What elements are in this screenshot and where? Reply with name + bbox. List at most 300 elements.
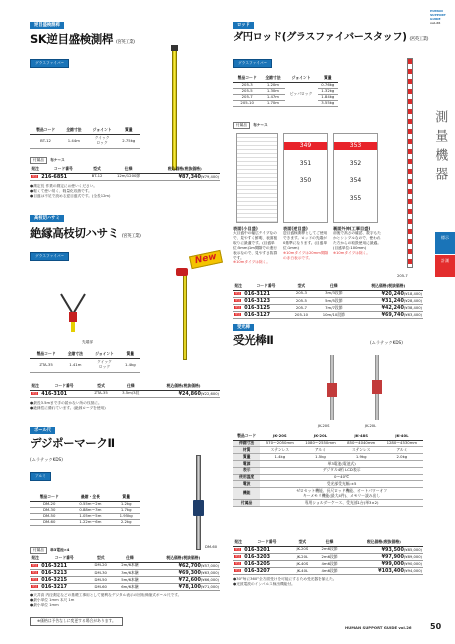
td: 2.2kg [112,520,140,526]
price [147,569,220,576]
title-text: 絶縁高枝切ハサミ [30,226,119,240]
price [345,546,423,553]
td: BT-12 [30,134,61,148]
table-row[interactable] [233,304,423,311]
order-badge: 発注 [235,306,241,309]
accessory-value: 布ケース [50,158,65,162]
td: 1.32kg [318,88,338,94]
th: 税込価格(税抜価格) [345,540,423,546]
spec: 2m/6本継 [113,562,147,569]
footer-guide: HUMAN SUPPORT GUIDE vol.26 [345,625,412,630]
td: 205-3 [233,82,261,88]
material-badge: グラスファイバー [30,59,69,68]
ruler-face-reverse [283,133,328,223]
table-row[interactable] [233,297,423,304]
td: 受光部受光幅:±5 [260,481,423,488]
price-value: ¥99,000 [381,560,404,567]
image-label: DM-60 [205,545,218,549]
th: 型式 [291,540,315,546]
order-badge: 発注 [32,174,38,178]
maker: (宮英工業) [121,234,141,239]
td: 850〜4040mm [342,440,381,447]
code: 016-3121 [243,290,289,297]
spec: 3m/3段節 [314,290,354,297]
model: 205-7 [289,304,314,311]
model: JK-40L [291,568,315,575]
accessory [30,547,69,554]
ruler-number: 352 [349,159,362,167]
note-line: ●絶縁性に優れています。(絶縁ロープを使用) [30,405,106,410]
td: クイック ロック [87,134,118,148]
td: 1.22m〜6m [68,520,112,526]
maker: (宮英工業) [409,37,429,42]
td: 2.0kg [381,454,423,461]
td: 1.05m〜5m [68,514,112,520]
price [345,568,423,575]
spec: 3m/6本継 [113,569,147,576]
material-badge: アルミ [30,472,51,481]
price-value: ¥97,900 [381,553,404,560]
code: 016-3203 [243,553,290,560]
spec-table [233,76,338,107]
caption-note: ※10mタイプは除く。 [233,260,270,265]
th: 最縮・全長 [68,495,112,501]
table-row[interactable] [30,584,220,591]
th: 全縮寸法 [261,76,284,82]
td: 電源 [233,461,260,468]
caption-text: 逆目盛検測桿としてご使用できます。ロッドの先端が0基準になります。(目盛単位:1mm) [283,231,328,250]
td: 1.30m [261,88,284,94]
price-ex: (¥22,600) [200,391,219,396]
price [147,390,220,397]
th: コード番号 [40,167,86,173]
price-value: ¥78,100 [178,584,201,591]
caption-title: 表面(逆目盛) [283,226,308,231]
table-row[interactable] [233,546,423,553]
accessory-label: 付属品 [30,547,47,554]
page-number: 50 [430,622,442,631]
title-text: ダ円ロッド(グラスファイバースタッフ) [233,32,407,43]
price-ex: (¥63,000) [200,570,219,575]
accessory-label: 付属品 [30,157,47,164]
price-value: ¥87,340 [178,173,201,180]
code: 016-3125 [243,304,289,311]
price-value: ¥72,600 [178,576,201,583]
display-unit [193,500,204,516]
th: 税込価格(税抜価格) [354,284,423,290]
model: BT-12 [86,173,107,180]
price-ex: (¥66,000) [200,577,219,582]
spec: 6m/6本継 [113,584,147,591]
td: 単3電池(電池式) [260,461,423,468]
price-ex: (¥38,400) [403,305,422,310]
th: 仕様 [108,167,150,173]
order-badge: 発注 [32,563,38,567]
code: 016-3127 [243,312,289,319]
td: 1080〜2550mm [299,440,341,447]
order-badge: 発注 [235,554,241,558]
note-line: ●軽くて使い易く、軽量化収納です。 [30,188,92,193]
table-row[interactable] [30,562,220,569]
model: 205-3 [289,290,314,297]
product-title [30,226,140,240]
order-table [30,384,220,398]
side-category [431,110,447,230]
price-value: ¥69,740 [381,312,404,319]
th: 仕様 [314,540,345,546]
th: コード番号 [243,540,290,546]
price-value: ¥20,240 [381,290,404,297]
td: 1.7kg [112,507,140,513]
th: 発注 [234,539,242,545]
price-value: ¥93,500 [381,546,404,553]
side-tab-2[interactable]: 計測 [435,255,455,277]
table-row[interactable] [30,576,220,583]
blade-label: 先端部 [82,340,94,344]
product-title [233,333,273,347]
caption-text: 前後で高さの確認、数字もたかとシンプルなので、使われた方からの取扱使用に最適。(目盛単位:100mm) [333,231,381,250]
ruler-number: 351 [299,159,312,167]
price-value: ¥103,400 [378,568,404,575]
td: ピッパロック [285,82,318,107]
order-badge: 発注 [235,298,241,302]
code: 016-3205 [243,560,290,567]
th: 仕様 [113,556,147,562]
caption [233,226,279,265]
maker: (ムラテックKDS) [30,457,63,462]
spec: 4m6段節 [314,560,345,567]
ruler-face-front [236,133,278,223]
ruler-face-side [333,133,378,223]
th: 全縮寸法 [62,352,88,358]
th: 仕様 [114,384,147,390]
th: 型式 [88,556,113,562]
spec-table [30,352,140,373]
order-badge: 発注 [235,313,241,317]
td: 1.70m [261,101,284,107]
price-ex: (¥18,400) [403,291,422,296]
th: 型式 [86,167,107,173]
price-ex: (¥85,000) [403,547,422,552]
price [354,297,423,304]
table-row[interactable] [30,390,220,397]
price-ex: (¥89,000) [403,554,422,559]
maker: (ムラテックKDS) [370,340,403,345]
td: 1.5kg [299,454,341,461]
th: ジョイント [87,128,118,134]
td: 0〜40℃ [260,474,423,481]
section-tag: 逆目盛検測桿 [30,22,64,29]
price-ex: (¥94,000) [403,569,422,574]
td: DM-50 [30,514,68,520]
th: 税込価格(税抜価格) [147,384,220,390]
side-tab-1[interactable]: 標示 [435,232,455,254]
th: ジョイント [89,352,121,358]
th: 発注 [31,555,39,561]
td: 質量 [233,454,260,461]
th: JK-40L [381,434,423,440]
td: 205-7 [233,95,261,101]
spec: 2m6段節 [314,553,345,560]
td: 表示 [233,467,260,474]
ruler-number: 349 [284,142,327,150]
product-title [30,436,115,450]
th: 発注 [31,166,39,172]
table-row[interactable] [233,312,423,319]
image-label: JK-20L [365,424,377,428]
section-tag: 受光棒 [233,324,254,331]
rod-cap [171,45,178,51]
td: 1.95kg [112,514,140,520]
note-line: ●最小単位 1mm [30,602,59,607]
td: 3.55kg [318,101,338,107]
note-line: ●光波電波のインパルス検出機能付。 [233,581,295,586]
code: 016-3201 [243,546,290,553]
brand-line: HUMAN [430,9,443,13]
td: ステンレス [342,447,381,454]
ruler-number: 355 [349,194,362,202]
td: 付属品 [233,500,260,507]
order-badge: 発注 [32,391,38,395]
price [147,584,220,591]
td: 1.4kg [260,454,299,461]
image-label: JK-20S [318,424,330,428]
spec: 2m6段節 [314,546,345,553]
ruler-number: 354 [349,177,362,184]
price-ex: (¥90,000) [403,561,422,566]
th: 発注 [31,383,39,389]
notes [30,184,220,198]
td: 0.76kg [318,82,338,88]
notes [30,593,220,607]
receiver-head-1 [327,383,337,397]
td: DM-20 [30,501,68,507]
note-line: ●天井高 内径測定などの基礎工事用として便利なデジタル表示の回転伸縮式ポール尺です。 [30,593,182,597]
th: 製品コード [30,352,62,358]
order-badge: 発注 [235,562,241,565]
notes [30,401,220,411]
price-value: ¥62,700 [178,562,201,569]
td: 0.55m〜2m [68,501,112,507]
order-badge: 発注 [32,585,38,589]
model: DM-20 [88,562,113,569]
code: 216-6851 [40,173,86,180]
code: 016-3211 [40,562,88,569]
model: DM-30 [88,569,113,576]
spec-table [30,495,140,526]
td: 0.88m〜3m [68,507,112,513]
price [354,312,423,319]
spec: 12m/1200節 [108,173,150,180]
th: 税込価格(税抜価格) [147,556,220,562]
td: ゼロセット機能、長尺ロッド機能、オートパワーオフ キーメモリ機能(最大4件)、メモリー読み出し [260,488,423,500]
th: コード番号 [40,556,88,562]
model: JK-20L [291,553,315,560]
model: DM-50 [88,576,113,583]
order-table [30,556,220,591]
maker: (宮英工業) [116,40,135,45]
td: 機能 [233,488,260,500]
code: 016-3217 [40,584,88,591]
td: ステンレス [260,447,299,454]
td: 1.2kg [112,501,140,507]
product-title [233,32,428,45]
code: 016-3207 [243,568,290,575]
spec: 7m/7段節 [314,304,354,311]
note-line: ●最長3.5mまで手の届かない所の伐採に。 [30,401,102,405]
product-title [30,32,135,46]
section-tag: ポール尺 [30,427,55,434]
th: ジョイント [285,76,318,82]
spec-table [233,434,423,507]
td: アルミ [381,447,423,454]
th: 仕様 [314,284,354,290]
price-value: ¥42,240 [381,304,404,311]
model: ZTA-35 [88,390,114,397]
table-row[interactable] [30,569,220,576]
notes [233,577,423,587]
brand-line: GUIDE [430,16,441,21]
th: JK-20L [299,434,341,440]
td: 使用温度 [233,474,260,481]
td: 1.9kg [342,454,381,461]
th: 質量 [318,76,338,82]
caption-title: 表面(小目盛) [233,226,258,231]
td: 専用ショルダーケース、受光部1台(単3×2) [260,500,423,507]
ruler-number: 353 [334,142,377,150]
th: 製品コード [30,495,68,501]
th: JK-20S [260,434,299,440]
table-row[interactable] [233,560,423,567]
order-badge: 発注 [32,578,38,581]
code: 016-3215 [40,576,88,583]
model: JK-20S [291,546,315,553]
brand-line: SUPPORT [430,12,446,17]
pole-head [176,268,188,276]
td: 205-10 [233,101,261,107]
category-label: 測量機器 [432,110,448,186]
rod-label: 205-7 [397,274,408,278]
price [345,553,423,560]
price [147,562,220,569]
note-line: ●目盛は不足で読める逆目盛式です。(全長12m) [30,193,111,198]
th: 全縮寸法 [61,128,86,134]
td: ZTA-35 [30,358,62,372]
price-change-note: ※価格は予告なしに変更する場合があります。 [30,617,123,626]
caption-text: 大目盛中の幅広テイプなので、見やすく鮮明、表面板取りに最適です。(目盛単位:5mm)1m間隔での進行表示なので、見やすさ抜群です。 [233,231,278,260]
th: コード番号 [243,284,289,290]
accessory-value: 単3電池×4 [50,548,70,552]
spec: 3.5m/3段 [114,390,147,397]
model: 205-5 [289,297,314,304]
code: 016-3123 [243,297,289,304]
note-line: ●30°毎に360°全方面受けを可能にするため受光器を揃えた。 [233,577,337,581]
th: 税込価格(税抜価格) [150,167,220,173]
pole-image [183,272,187,360]
th: 質量 [112,495,140,501]
caption [283,226,329,260]
receiver-head-2 [372,380,382,394]
title-text: 受光棒Ⅱ [233,333,274,347]
blade-image [55,290,91,332]
price-ex: (¥57,000) [200,563,219,568]
table-row[interactable] [233,553,423,560]
caption-note: ※10mタイプは除く。 [333,250,370,255]
order-badge: 発注 [32,570,38,574]
td: アルミ [299,447,341,454]
rod-image [407,58,413,268]
table-row[interactable] [233,568,423,575]
th: 型式 [88,384,114,390]
price [354,290,423,297]
order-table [233,284,423,319]
code: 416-3101 [40,390,88,397]
td: 材質 [233,447,260,454]
order-table [30,167,220,181]
th: 製品コード [233,76,261,82]
td: 1.44m [61,134,86,148]
table-row[interactable] [30,173,220,180]
td: DM-60 [30,520,68,526]
td: 伸縮寸法 [233,440,260,447]
vol-label: vol.26 [430,20,441,25]
td: 570〜2050mm [260,440,299,447]
order-badge: 発注 [235,569,241,573]
model: DM-60 [88,584,113,591]
td: 1280〜4530mm [381,440,423,447]
price-ex: (¥79,400) [200,174,219,179]
accessory [30,157,65,164]
td: 1.84kg [318,95,338,101]
price-value: ¥24,860 [178,390,201,397]
td: 1.4kg [121,358,140,372]
spec-table [30,128,140,149]
spec: 5m/6本継 [113,576,147,583]
new-badge: New [189,250,223,270]
brand-mark [430,10,452,26]
th: JK-48S [342,434,381,440]
th: 製品コード [30,128,61,134]
note-line: ●測定長 作業の測定にお使いください。 [30,184,98,188]
table-row[interactable] [233,290,423,297]
price [354,304,423,311]
price-ex: (¥71,000) [200,585,219,590]
accessory-label: 付属品 [233,122,250,129]
accessory-value: 布ケース [253,123,268,127]
note-line: ●最小単位 1mm 本尺 1m [30,597,75,602]
td: デジタル4桁 LCD表示 [260,467,423,474]
price-value: ¥31,240 [381,297,404,304]
ruler-number: 350 [299,177,312,184]
material-badge: グラスファイバー [30,252,69,261]
th: 製品コード [233,434,260,440]
price-ex: (¥63,400) [403,313,422,318]
price [345,560,423,567]
spec: 5m/5段節 [314,297,354,304]
spec: 10m/10段節 [314,312,354,319]
model: JK-40S [291,560,315,567]
td: 205-5 [233,88,261,94]
price [147,576,220,583]
price-value: ¥69,300 [178,569,201,576]
price [150,173,220,180]
td: 1.20m [261,82,284,88]
caption-title: 裏面外伸(工事目盛) [333,226,371,231]
material-badge: グラスファイバー [233,59,272,68]
td: 1.41m [62,358,88,372]
th: 質量 [121,352,140,358]
td: DM-30 [30,507,68,513]
